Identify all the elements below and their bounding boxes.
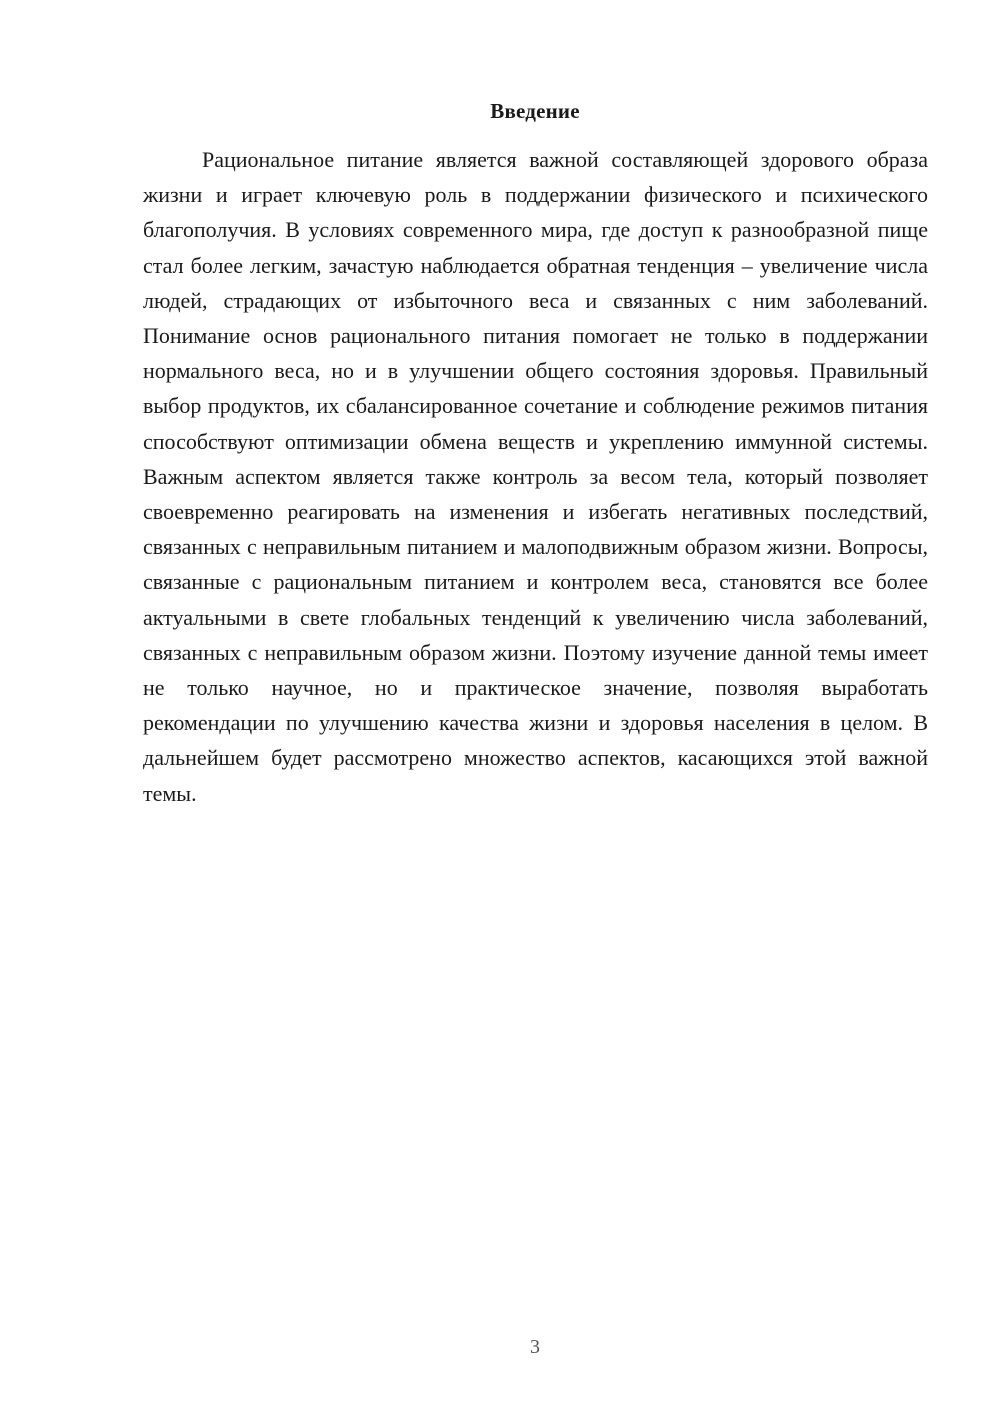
page-number: 3: [530, 1336, 540, 1358]
body-paragraph: Рациональное питание является важной составляющей здорового образа жизни и играет ключевую роль в поддержании физического и психического благополучия. В условиях современного мира, где доступ к разнообразной пище стал более легким, зачастую наблюдается обратная тенденция – увеличение числа людей, страдающих от избыточного веса и связанных с ним заболеваний. Понимание основ рационального питания помогает не только в поддержании нормального веса, но и в улучшении общего состояния здоровья. Правильный выбор продуктов, их сбалансированное сочетание и соблюдение режимов питания способствуют оптимизации обмена веществ и укреплению иммунной системы. Важным аспектом является также контроль за весом тела, который позволяет своевременно реагировать на изменения и избегать негативных последствий, связанных с неправильным питанием и малоподвижным образом жизни. Вопросы, связанные с рациональным питанием и контролем веса, становятся все более актуальными в свете глобальных тенденций к увеличению числа заболеваний, связанных с неправильным образом жизни. Поэтому изучение данной темы имеет не только научное, но и практическое значение, позволяя выработать рекомендации по улучшению качества жизни и здоровья населения в целом. В дальнейшем будет рассмотрено множество аспектов, касающихся этой важной темы.: [143, 147, 928, 806]
section-heading: Введение: [490, 99, 580, 123]
